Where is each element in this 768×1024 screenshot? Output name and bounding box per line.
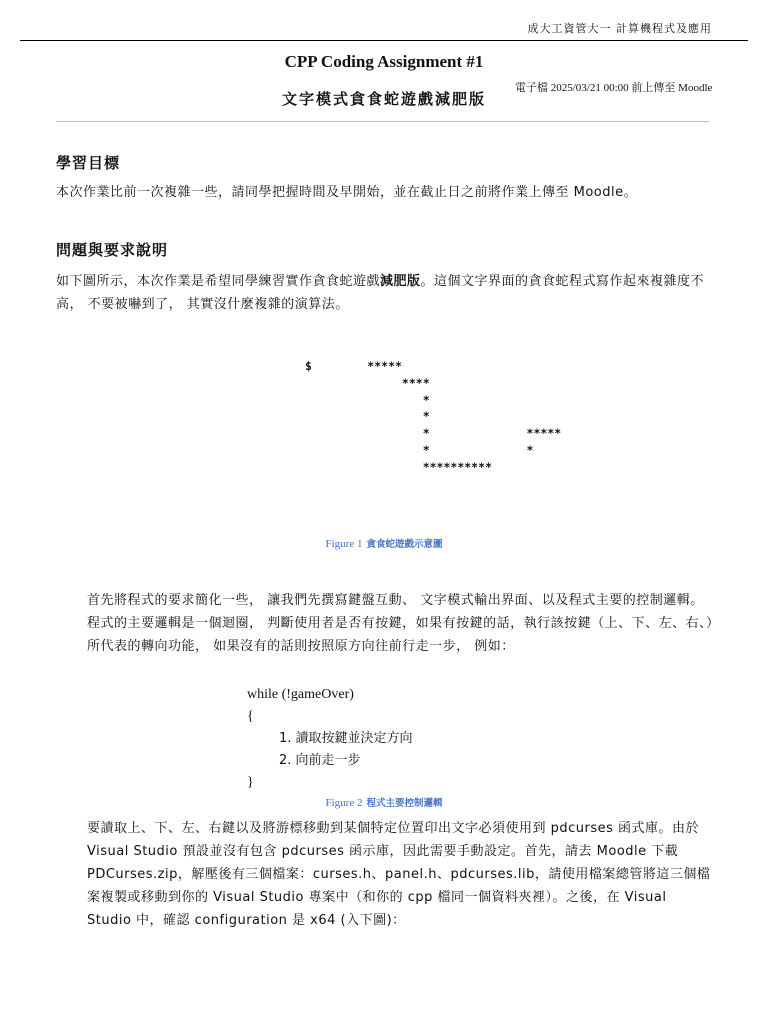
code-line-while: while (!gameOver): [247, 687, 354, 702]
figure1-caption: [0, 536, 768, 550]
code-line-open-brace: {: [247, 709, 254, 724]
program-logic-paragraph: 首先將程式的要求簡化一些， 讓我們先撰寫鍵盤互動、 文字模式輸出界面、以及程式主要的控制邏輯。程式的主要邏輯是一個迴圈， 判斷使用者是否有按鍵，如果有按鍵的話，執行該按鍵（上、下、左、右、）所代表的轉向功能， 如果沒有的話則按照原方向往前行走一步， 例如：: [87, 593, 714, 654]
pdcurses-setup-paragraph: 要讀取上、下、左、右鍵以及將游標移動到某個特定位置印出文字必須使用到 pdcurses 函式庫。由於 Visual Studio 預設並沒有包含 pdcurses 函示庫，因此需要手動設定。首先，請去 Moodle 下載 PDCurses.zip，解壓後有三個檔案：curses.h、panel.h、pdcurses.lib，請使用檔案總管將這三個檔案複製或移動到你的 Visual Studio 專案中（和你的 cpp 檔同一個資料夾裡）。之後，在 Visual Studio 中，確認 configuration 是 x64 (入下圖)：: [87, 821, 711, 928]
document-title: CPP Coding Assignment #1: [284, 52, 484, 71]
figure2-label: Figure 2: [325, 797, 363, 809]
section-heading-requirements: 問題與要求說明: [56, 241, 169, 259]
title-divider: [56, 121, 709, 122]
figure2-caption-text: 程式主要控制邏輯: [366, 798, 443, 809]
code-line-step2: 2. 向前走一步: [279, 753, 361, 768]
snake-game-ascii-figure: $ ***** **** * * * ***** * * **********: [305, 359, 562, 474]
intro-text-bold: 減肥版: [380, 274, 421, 289]
goals-paragraph: 本次作業比前一次複雜一些，請同學把握時間及早開始，並在截止日之前將作業上傳至 Moodle。: [56, 185, 638, 200]
code-line-close-brace: }: [247, 775, 254, 790]
document-subtitle: 文字模式貪食蛇遊戲減肥版: [281, 90, 486, 108]
section-heading-goals: 學習目標: [56, 154, 121, 172]
pseudo-code-block: [247, 684, 413, 794]
header-rule: [20, 40, 748, 41]
intro-text-after: 。這個文字界面的貪食蛇程式寫作起來複雜度不高， 不要被嚇到了， 其實沒什麼複雜的演算法。: [56, 274, 705, 312]
requirements-intro: [56, 270, 716, 316]
running-header: 成大工資管大一 計算機程式及應用: [527, 22, 712, 35]
figure1-label: Figure 1: [325, 538, 363, 550]
intro-text-before: 如下圖所示，本次作業是希望同學練習實作貪食蛇遊戲: [56, 274, 381, 289]
code-line-step1: 1. 讀取按鍵並決定方向: [279, 731, 413, 746]
figure1-caption-text: 貪食蛇遊戲示意圖: [366, 539, 443, 550]
figure2-caption: [0, 795, 768, 809]
due-date-note: 電子檔 2025/03/21 00:00 前上傳至 Moodle: [515, 82, 713, 94]
